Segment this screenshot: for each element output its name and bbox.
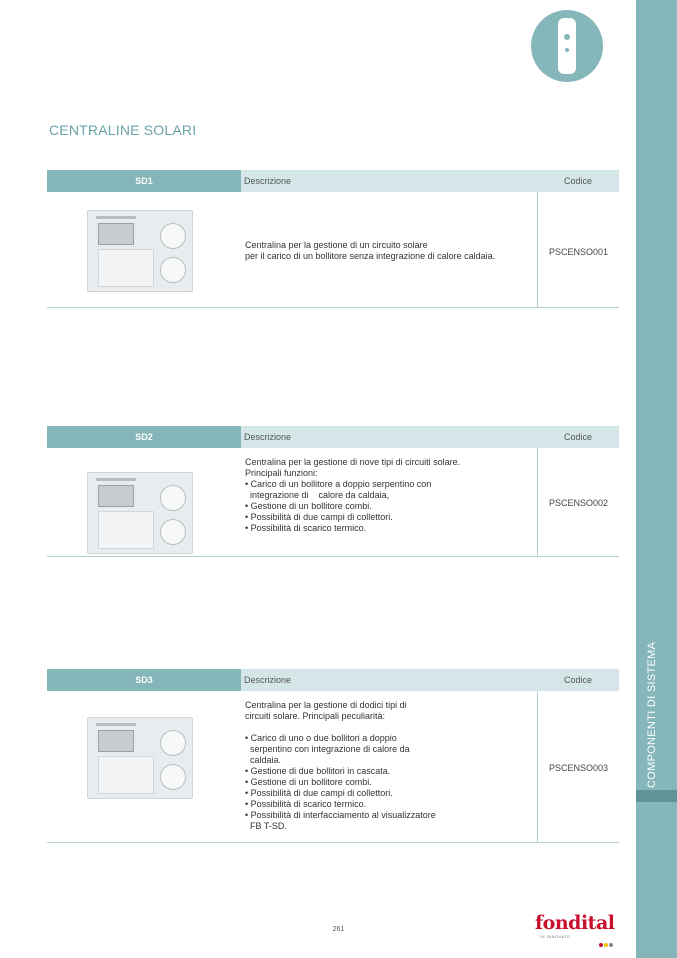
product-description: Centralina per la gestione di dodici tipi di circuiti solare. Principali peculiarità: • Carico di uno o due bollitori a doppio serpentino con integrazione di calore da caldaia. • Gestione di due bollitori in cascata. • Gestione di un bollitore combi. • Possibilità di due campi di collettori. • Possibilità di scarico termico. • Possibilità di interfacciamento al visualizzatore FB T-SD.	[245, 700, 436, 831]
table-header	[47, 170, 619, 192]
description-header: Descrizione	[241, 170, 619, 192]
code-header: Codice	[563, 176, 592, 186]
code-header: Codice	[563, 432, 592, 442]
product-image	[87, 472, 193, 554]
description-header: Descrizione	[241, 426, 619, 448]
model-label: SD2	[47, 426, 241, 448]
product-description: Centralina per la gestione di un circuito solare per il carico di un bollitore senza integrazione di calore caldaia.	[245, 240, 496, 261]
page-number: 261	[332, 926, 345, 933]
description-header: Descrizione	[241, 669, 619, 691]
table-header	[47, 426, 619, 448]
table-row	[47, 448, 619, 557]
brand-logo: fondital	[535, 912, 615, 934]
device-badge-icon	[531, 10, 603, 82]
product-image	[87, 717, 193, 799]
product-description: Centralina per la gestione di nove tipi di circuiti solare. Principali funzioni: • Carico di un bollitore a doppio serpentino con integrazione di calore da caldaia, • Gestione di un bollitore combi. • Possibilità di due campi di collettori. • Possibilità di scarico termico.	[245, 457, 461, 533]
sidebar-tab	[636, 790, 677, 802]
brand-dots-icon	[598, 934, 613, 952]
page-title: CENTRALINE SOLARI	[49, 122, 197, 138]
model-label: SD1	[47, 170, 241, 192]
code-header: Codice	[563, 675, 592, 685]
product-code: PSCENSO001	[548, 247, 609, 257]
table-row	[47, 192, 619, 308]
product-image	[87, 210, 193, 292]
product-code: PSCENSO002	[548, 498, 609, 508]
table-row	[47, 691, 619, 843]
sidebar-label	[646, 768, 677, 788]
sidebar-band	[636, 0, 677, 958]
table-header	[47, 669, 619, 691]
brand-tagline: IN INNOVATE	[540, 934, 571, 939]
model-label: SD3	[47, 669, 241, 691]
product-code: PSCENSO003	[548, 763, 609, 773]
